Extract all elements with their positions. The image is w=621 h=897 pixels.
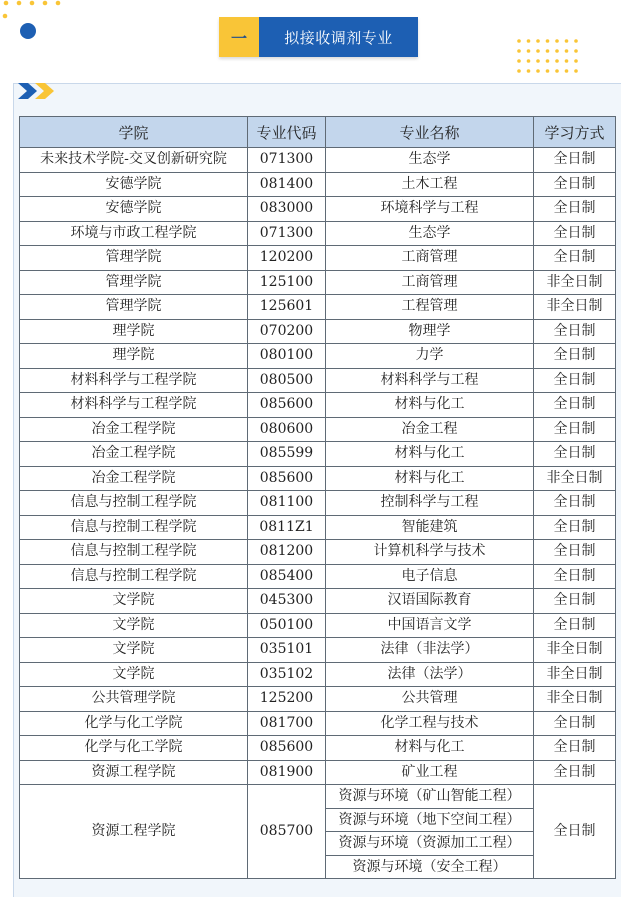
cell-code: 125200: [248, 687, 326, 712]
cell-code: 083000: [248, 197, 326, 222]
cell-major: 汉语国际教育: [326, 589, 534, 614]
cell-major: 资源与环境（矿山智能工程）: [326, 785, 534, 809]
cell-mode: 非全日制: [534, 638, 616, 663]
table-row: [20, 221, 616, 246]
cell-code: 081100: [248, 491, 326, 516]
header-code: 专业代码: [248, 117, 326, 148]
cell-code: 080500: [248, 368, 326, 393]
cell-mode: 非全日制: [534, 687, 616, 712]
cell-code: 120200: [248, 246, 326, 271]
cell-mode: 全日制: [534, 148, 616, 173]
cell-major: 土木工程: [326, 172, 534, 197]
cell-mode: 全日制: [534, 417, 616, 442]
cell-code: 035102: [248, 662, 326, 687]
cell-major: 资源与环境（地下空间工程）: [326, 808, 534, 832]
cell-major: 生态学: [326, 221, 534, 246]
cell-college: 文学院: [20, 589, 248, 614]
cell-major: 力学: [326, 344, 534, 369]
cell-major: 物理学: [326, 319, 534, 344]
table-row: [20, 148, 616, 173]
table-row: [20, 442, 616, 467]
table-row: [20, 197, 616, 222]
cell-college: 管理学院: [20, 295, 248, 320]
table-row: [20, 711, 616, 736]
section-title: [219, 17, 418, 57]
cell-major: 法律（法学）: [326, 662, 534, 687]
cell-mode: 全日制: [534, 197, 616, 222]
cell-major: 材料与化工: [326, 442, 534, 467]
cell-mode: 全日制: [534, 785, 616, 879]
cell-college: 管理学院: [20, 270, 248, 295]
cell-college: 化学与化工学院: [20, 711, 248, 736]
cell-code: 125100: [248, 270, 326, 295]
cell-college: 材料科学与工程学院: [20, 393, 248, 418]
cell-mode: 全日制: [534, 393, 616, 418]
cell-college: 安德学院: [20, 197, 248, 222]
cell-mode: 全日制: [534, 589, 616, 614]
cell-mode: 全日制: [534, 564, 616, 589]
cell-college: 化学与化工学院: [20, 736, 248, 761]
cell-college: 文学院: [20, 662, 248, 687]
cell-college: 材料科学与工程学院: [20, 368, 248, 393]
cell-code: 081200: [248, 540, 326, 565]
cell-college: 管理学院: [20, 246, 248, 271]
cell-college: 信息与控制工程学院: [20, 515, 248, 540]
table-row: [20, 760, 616, 785]
cell-mode: 非全日制: [534, 662, 616, 687]
cell-college: 环境与市政工程学院: [20, 221, 248, 246]
table-row: [20, 662, 616, 687]
cell-major: 公共管理: [326, 687, 534, 712]
cell-code: 070200: [248, 319, 326, 344]
cell-major: 冶金工程: [326, 417, 534, 442]
cell-college: 信息与控制工程学院: [20, 491, 248, 516]
table-row: [20, 491, 616, 516]
table-row: [20, 295, 616, 320]
table-row: [20, 736, 616, 761]
cell-major: 中国语言文学: [326, 613, 534, 638]
cell-code: 085600: [248, 466, 326, 491]
cell-code: 081700: [248, 711, 326, 736]
cell-major: 材料与化工: [326, 466, 534, 491]
double-chevron-icon: [18, 82, 64, 100]
header-major: 专业名称: [326, 117, 534, 148]
cell-mode: 全日制: [534, 491, 616, 516]
cell-major: 智能建筑: [326, 515, 534, 540]
cell-mode: 全日制: [534, 319, 616, 344]
cell-college: 文学院: [20, 613, 248, 638]
table-row: [20, 319, 616, 344]
cell-mode: 全日制: [534, 613, 616, 638]
cell-college: 理学院: [20, 319, 248, 344]
cell-college: 资源工程学院: [20, 785, 248, 879]
cell-mode: 全日制: [534, 246, 616, 271]
table-header-row: [20, 117, 616, 148]
table-row: [20, 785, 616, 809]
cell-code: 085600: [248, 393, 326, 418]
cell-mode: 全日制: [534, 442, 616, 467]
cell-major: 计算机科学与技术: [326, 540, 534, 565]
cell-major: 工商管理: [326, 246, 534, 271]
table-row: [20, 172, 616, 197]
table-row: [20, 246, 616, 271]
cell-mode: 非全日制: [534, 295, 616, 320]
table-row: [20, 393, 616, 418]
cell-code: 081400: [248, 172, 326, 197]
cell-college: 理学院: [20, 344, 248, 369]
dot-grid-icon: [515, 37, 581, 77]
cell-major: 材料科学与工程: [326, 368, 534, 393]
table-row: [20, 515, 616, 540]
cell-code: 071300: [248, 221, 326, 246]
cell-code: 085400: [248, 564, 326, 589]
cell-code: 045300: [248, 589, 326, 614]
cell-college: 冶金工程学院: [20, 442, 248, 467]
cell-college: 文学院: [20, 638, 248, 663]
cell-mode: 全日制: [534, 221, 616, 246]
cell-code: 050100: [248, 613, 326, 638]
cell-code: 080100: [248, 344, 326, 369]
cell-major: 法律（非法学）: [326, 638, 534, 663]
table-row: [20, 540, 616, 565]
cell-mode: 全日制: [534, 736, 616, 761]
cell-major: 电子信息: [326, 564, 534, 589]
cell-mode: 全日制: [534, 711, 616, 736]
cell-college: 资源工程学院: [20, 760, 248, 785]
table-row: [20, 589, 616, 614]
table-row: [20, 466, 616, 491]
cell-major: 生态学: [326, 148, 534, 173]
table-row: [20, 270, 616, 295]
cell-mode: 全日制: [534, 368, 616, 393]
cell-college: 冶金工程学院: [20, 417, 248, 442]
table-row: [20, 638, 616, 663]
cell-college: 信息与控制工程学院: [20, 540, 248, 565]
cell-code: 125601: [248, 295, 326, 320]
cell-major: 资源与环境（资源加工工程）: [326, 832, 534, 856]
dot-pattern-icon: [0, 0, 70, 50]
cell-major: 化学工程与技术: [326, 711, 534, 736]
section-number: 一: [219, 17, 259, 57]
cell-major: 材料与化工: [326, 736, 534, 761]
cell-code: 080600: [248, 417, 326, 442]
cell-college: 未来技术学院-交叉创新研究院: [20, 148, 248, 173]
cell-mode: 全日制: [534, 515, 616, 540]
table-row: [20, 564, 616, 589]
cell-major: 环境科学与工程: [326, 197, 534, 222]
cell-major: 控制科学与工程: [326, 491, 534, 516]
section-heading: 拟接收调剂专业: [259, 17, 418, 57]
table-row: [20, 687, 616, 712]
cell-major: 矿业工程: [326, 760, 534, 785]
cell-code: 085700: [248, 785, 326, 879]
cell-major: 工商管理: [326, 270, 534, 295]
header-college: 学院: [20, 117, 248, 148]
table-row: [20, 344, 616, 369]
header-mode: 学习方式: [534, 117, 616, 148]
table-row: [20, 368, 616, 393]
cell-code: 081900: [248, 760, 326, 785]
cell-mode: 非全日制: [534, 270, 616, 295]
cell-college: 信息与控制工程学院: [20, 564, 248, 589]
cell-mode: 非全日制: [534, 466, 616, 491]
major-table: [19, 116, 616, 879]
cell-major: 材料与化工: [326, 393, 534, 418]
table-row: [20, 613, 616, 638]
cell-code: 0811Z1: [248, 515, 326, 540]
cell-major: 资源与环境（安全工程）: [326, 855, 534, 879]
cell-code: 085599: [248, 442, 326, 467]
cell-college: 安德学院: [20, 172, 248, 197]
cell-mode: 全日制: [534, 344, 616, 369]
cell-mode: 全日制: [534, 540, 616, 565]
cell-major: 工程管理: [326, 295, 534, 320]
cell-code: 085600: [248, 736, 326, 761]
cell-mode: 全日制: [534, 172, 616, 197]
table-row: [20, 417, 616, 442]
cell-mode: 全日制: [534, 760, 616, 785]
cell-code: 035101: [248, 638, 326, 663]
cell-code: 071300: [248, 148, 326, 173]
cell-college: 公共管理学院: [20, 687, 248, 712]
cell-college: 冶金工程学院: [20, 466, 248, 491]
